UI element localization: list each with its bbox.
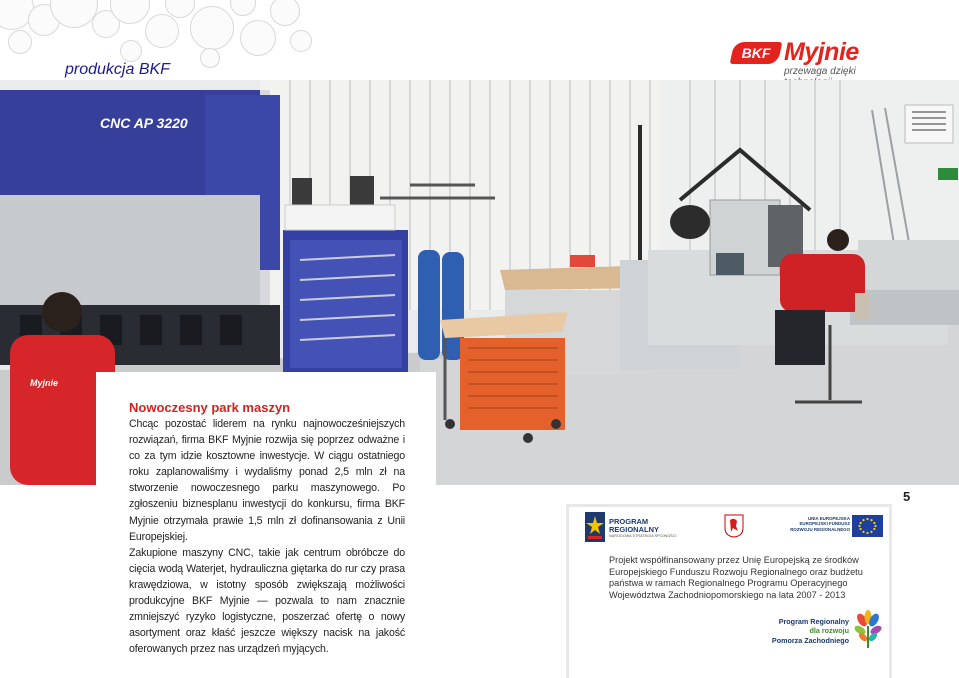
eu-flag-icon [852,515,883,537]
brand-tagline: przewaga dzięki [784,66,856,77]
program-star-icon [585,512,605,542]
article-paragraph-2: Zakupione maszyny CNC, takie jak centrum obróbcze do cięcia wodą Waterjet, hydrauliczna giętarka do rur czy prasa krawędziowa, w istotny sposób zwiększają możliwości produkcyjne BKF Myjnie — pozwala to nam znacznie zmniejszyć ryzyko logistyczne, poszerzać ofertę o nowy asortyment oraz kłaść jeszcze większy nacisk na jakość oferowanych przez nas urządzeń myjących. [129,546,405,656]
article-body [129,416,405,657]
article-title: Nowoczesny park maszyn [129,400,291,415]
shirt-logo: Myjnie [30,378,59,388]
bkf-badge: BKF [730,42,783,64]
machine-label: CNC AP 3220 [100,115,188,131]
griffin-crest-icon [724,514,744,538]
program-regionalny-logo: PROGRAM REGIONALNY NARODOWA STRATEGIA SPÓJNOŚCI [585,512,685,542]
brand-name: Myjnie [784,38,859,66]
bkf-myjnie-logo [732,40,897,80]
program-pomorza-logo-text: Program Regionalny dla rozwoju Pomorza Zachodniego [771,617,849,645]
article-paragraph-1: Chcąc pozostać liderem na rynku najnowocześniejszych rozwiązań, firma BKF Myjnie rozwija się poprzez odważne i co za tym idzie kosztowne inwestycje. W ciągu ostatniego roku zaplanowaliśmy i wydaliśmy ponad 2,5 mln zł na stworzenie nowoczesnego parku maszynowego. Po zgłoszeniu biznesplanu inwestycji do konkursu, firma BKF Myjnie otrzymała prawie 1,5 mln zł dofinansowania z Unii Europejskiej. [129,418,405,543]
section-header-title: produkcja BKF [65,61,170,78]
page-number: 5 [903,489,911,504]
colorful-tree-icon [852,610,884,650]
eu-fund-logo-text: UNIA EUROPEJSKA EUROPEJSKI FUNDUSZ ROZWOJU REGIONALNEGO [790,516,850,532]
cofinancing-statement: Projekt współfinansowany przez Unię Europejską ze środków Europejskiego Funduszu Rozwoju Regionalnego oraz budżetu państwa w ramach Regionalnego Programu Operacyjnego Województwa Zachodniopomorskiego na lata 2007 - 2013 [609,555,863,601]
eu-cofinancing-box [566,504,892,678]
